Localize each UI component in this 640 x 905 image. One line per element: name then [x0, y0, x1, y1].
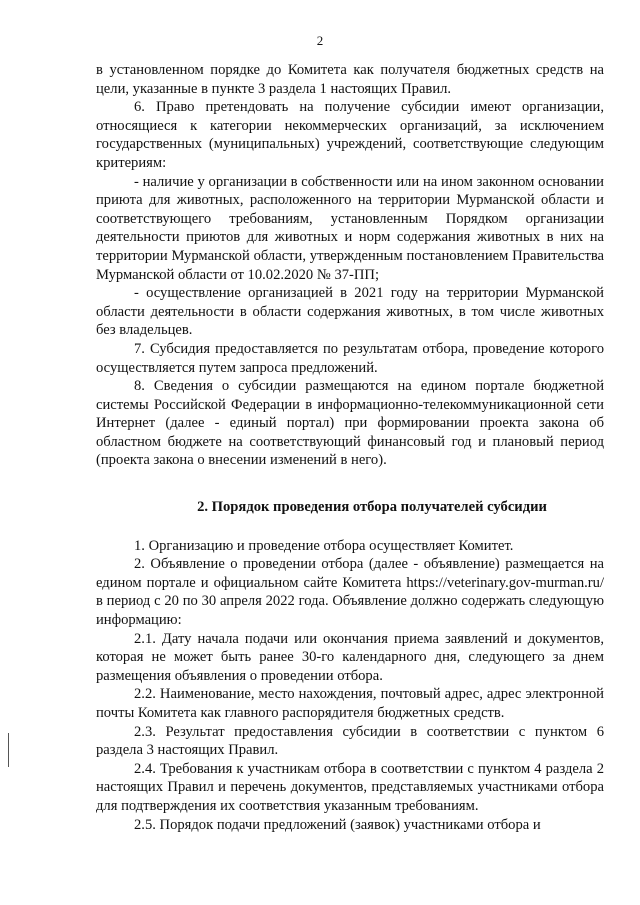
section-title: 2. Порядок проведения отбора получателей субсидии — [197, 499, 547, 516]
paragraph-2-2-5: 2.5. Порядок подачи предложений (заявок) участниками отбора и — [134, 816, 541, 833]
paragraph-2-1: 1. Организацию и проведение отбора осуществляет Комитет. — [134, 537, 514, 554]
document-body — [96, 61, 604, 834]
paragraph-2-2-3: 2.3. Результат предоставления субсидии в соответствии с пунктом 6 раздела 3 настоящих Правил. — [96, 723, 604, 759]
paragraph-2-2-1: 2.1. Дату начала подачи или окончания приема заявлений и документов, которая не может быть ранее 30-го календарного дня, следующего за днем размещения объявления о проведении отбора. — [96, 630, 604, 684]
paragraph-continuation: в установленном порядке до Комитета как получателя бюджетных средств на цели, указанные в пункте 3 раздела 1 настоящих Правил. — [96, 62, 604, 97]
paragraph-item-6: 6. Право претендовать на получение субсидии имеют организации, относящиеся к категории некоммерческих организаций, за исключением государственных (муниципальных) учреждений, соответствующие следующим критериям: — [96, 99, 604, 171]
paragraph-2-2-4: 2.4. Требования к участникам отбора в соответствии с пунктом 4 раздела 2 настоящих Правил и перечень документов, представляемых участниками отбора для подтверждения их соответствия указанным требованиям. — [96, 760, 604, 814]
paragraph-criterion-activity: - осуществление организацией в 2021 году на территории Мурманской области деятельности в области содержания животных, в том числе животных без владельцев. — [96, 285, 604, 339]
margin-mark — [8, 733, 9, 767]
paragraph-criterion-shelter: - наличие у организации в собственности или на ином законном основании приюта для животных, расположенного на территории Мурманской области и соответствующего требованиям, установленным Порядком организации деятельности приютов для животных и норм содержания животных в них на территории Мурманской области, утвержденным постановлением Правительства Мурманской области от 10.02.2020 № 37-ПП; — [96, 173, 604, 283]
paragraph-2-2-2: 2.2. Наименование, место нахождения, почтовый адрес, адрес электронной почты Комитета как главного распорядителя бюджетных средств. — [96, 686, 604, 721]
paragraph-item-8: 8. Сведения о субсидии размещаются на едином портале бюджетной системы Российской Федерации в информационно-телекоммуникационной сети Интернет (далее - единый портал) при формировании проекта закона об областном бюджете на соответствующий финансовый год и плановый период (проекта закона о внесении изменений в него). — [96, 378, 604, 469]
page-number: 2 — [316, 33, 324, 48]
paragraph-2-2: 2. Объявление о проведении отбора (далее - объявление) размещается на едином портале и официальном сайте Комитета https://veterinary.gov-murman.ru/ в период с 20 по 30 апреля 2022 года. Объявление должно содержать следующую информацию: — [96, 556, 604, 629]
paragraph-item-7: 7. Субсидия предоставляется по результатам отбора, проведение которого осуществляется путем запроса предложений. — [96, 340, 604, 376]
